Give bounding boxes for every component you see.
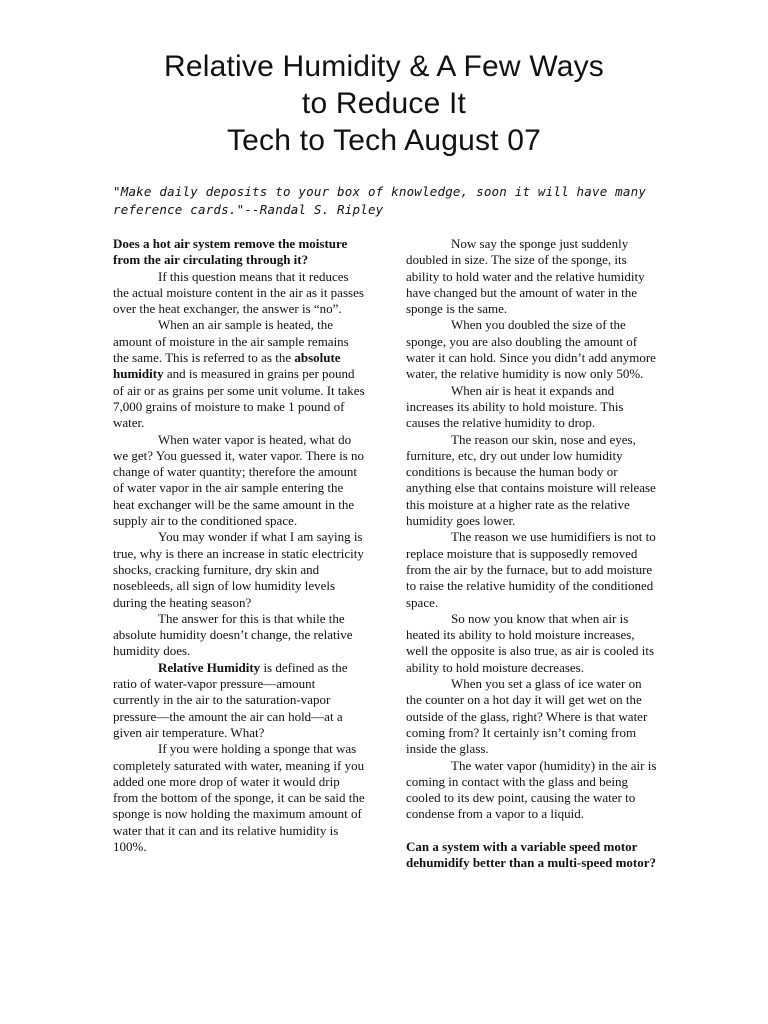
left-column	[113, 236, 365, 855]
paragraph: The reason we use humidifiers is not to replace moisture that is supposedly removed from the air by the furnace, but to add moisture to raise the relative humidity of the conditioned space.	[406, 529, 656, 610]
paragraph: When air is heat it expands and increases its ability to hold moisture. This causes the relative humidity to drop.	[406, 382, 624, 431]
question-heading-2: Can a system with a variable speed motor dehumidify better than a multi-speed motor?	[406, 838, 657, 870]
paragraph-relative-humidity	[113, 660, 365, 741]
page-title	[60, 48, 708, 159]
paragraph: The answer for this is that while the absolute humidity doesn’t change, the relative humidity does.	[113, 610, 353, 659]
title-line-3: Tech to Tech August 07	[226, 124, 542, 157]
paragraph-text: is defined as the ratio of water-vapor pressure—amount currently in the air to the saturation-vapor pressure—the amount the air can hold—at a given air temperature. What?	[113, 659, 348, 740]
question-heading-1: Does a hot air system remove the moisture from the air circulating through it?	[113, 236, 348, 268]
paragraph: The water vapor (humidity) in the air is coming in contact with the glass and being cooled to its dew point, causing the water to condense from a vapor to a liquid.	[406, 757, 657, 822]
term-absolute-humidity: absolute humidity	[113, 350, 341, 382]
paragraph: If this question means that it reduces the actual moisture content in the air as it passes over the heat exchanger, the answer is “no”.	[113, 268, 364, 317]
title-line-1: Relative Humidity & A Few Ways	[163, 50, 605, 83]
paragraph: Now say the sponge just suddenly doubled in size. The size of the sponge, its ability to hold water and the relative humidity have changed but the amount of water in the sponge is the same.	[406, 236, 645, 317]
paragraph: You may wonder if what I am saying is true, why is there an increase in static electricity shocks, cracking furniture, dry skin and nosebleeds, all sign of low humidity levels during the heating season?	[113, 529, 364, 610]
term-relative-humidity: Relative Humidity	[158, 659, 261, 675]
paragraph: When you set a glass of ice water on the counter on a hot day it will get wet on the outside of the glass, right? Where is that water coming from? It certainly isn’t coming from inside the glass.	[406, 676, 648, 757]
title-line-2: to Reduce It	[301, 87, 467, 120]
paragraph: If you were holding a sponge that was completely saturated with water, meaning if you added one more drop of water it would drip from the bottom of the sponge, it can be said the sponge is now holding the maximum amount of water that it can and its relative humidity is 100%.	[113, 741, 365, 854]
paragraph: When water vapor is heated, what do we get? You guessed it, water vapor. There is no change of water quantity; therefore the amount of water vapor in the air sample entering the heat exchanger will be the same amount in the supply air to the conditioned space.	[113, 431, 365, 529]
paragraph: The reason our skin, nose and eyes, furniture, etc, dry out under low humidity conditions is because the human body or anything else that contains moisture will release this moisture at a higher rate as the relative humidity goes lower.	[406, 431, 656, 529]
paragraph: When you doubled the size of the sponge, you are also doubling the amount of water it can hold. Since you didn’t add anymore water, the relative humidity is now only 50%.	[406, 317, 656, 382]
right-column	[406, 236, 658, 871]
paragraph-absolute-humidity	[113, 317, 365, 431]
paragraph: So now you know that when air is heated its ability to hold moisture increases, well the opposite is also true, as air is cooled its ability to hold moisture decreases.	[406, 610, 655, 675]
paragraph-text: When an air sample is heated, the amount of moisture in the air sample remains the same. This is referred to as the	[113, 317, 349, 366]
epigraph-quote: "Make daily deposits to your box of knowledge, soon it will have many reference cards."--Randal S. Ripley	[113, 184, 647, 217]
paragraph-text: and is measured in grains per pound of air or as grains per some unit volume. It takes 7,000 grains of moisture to make 1 pound of water.	[113, 366, 365, 431]
